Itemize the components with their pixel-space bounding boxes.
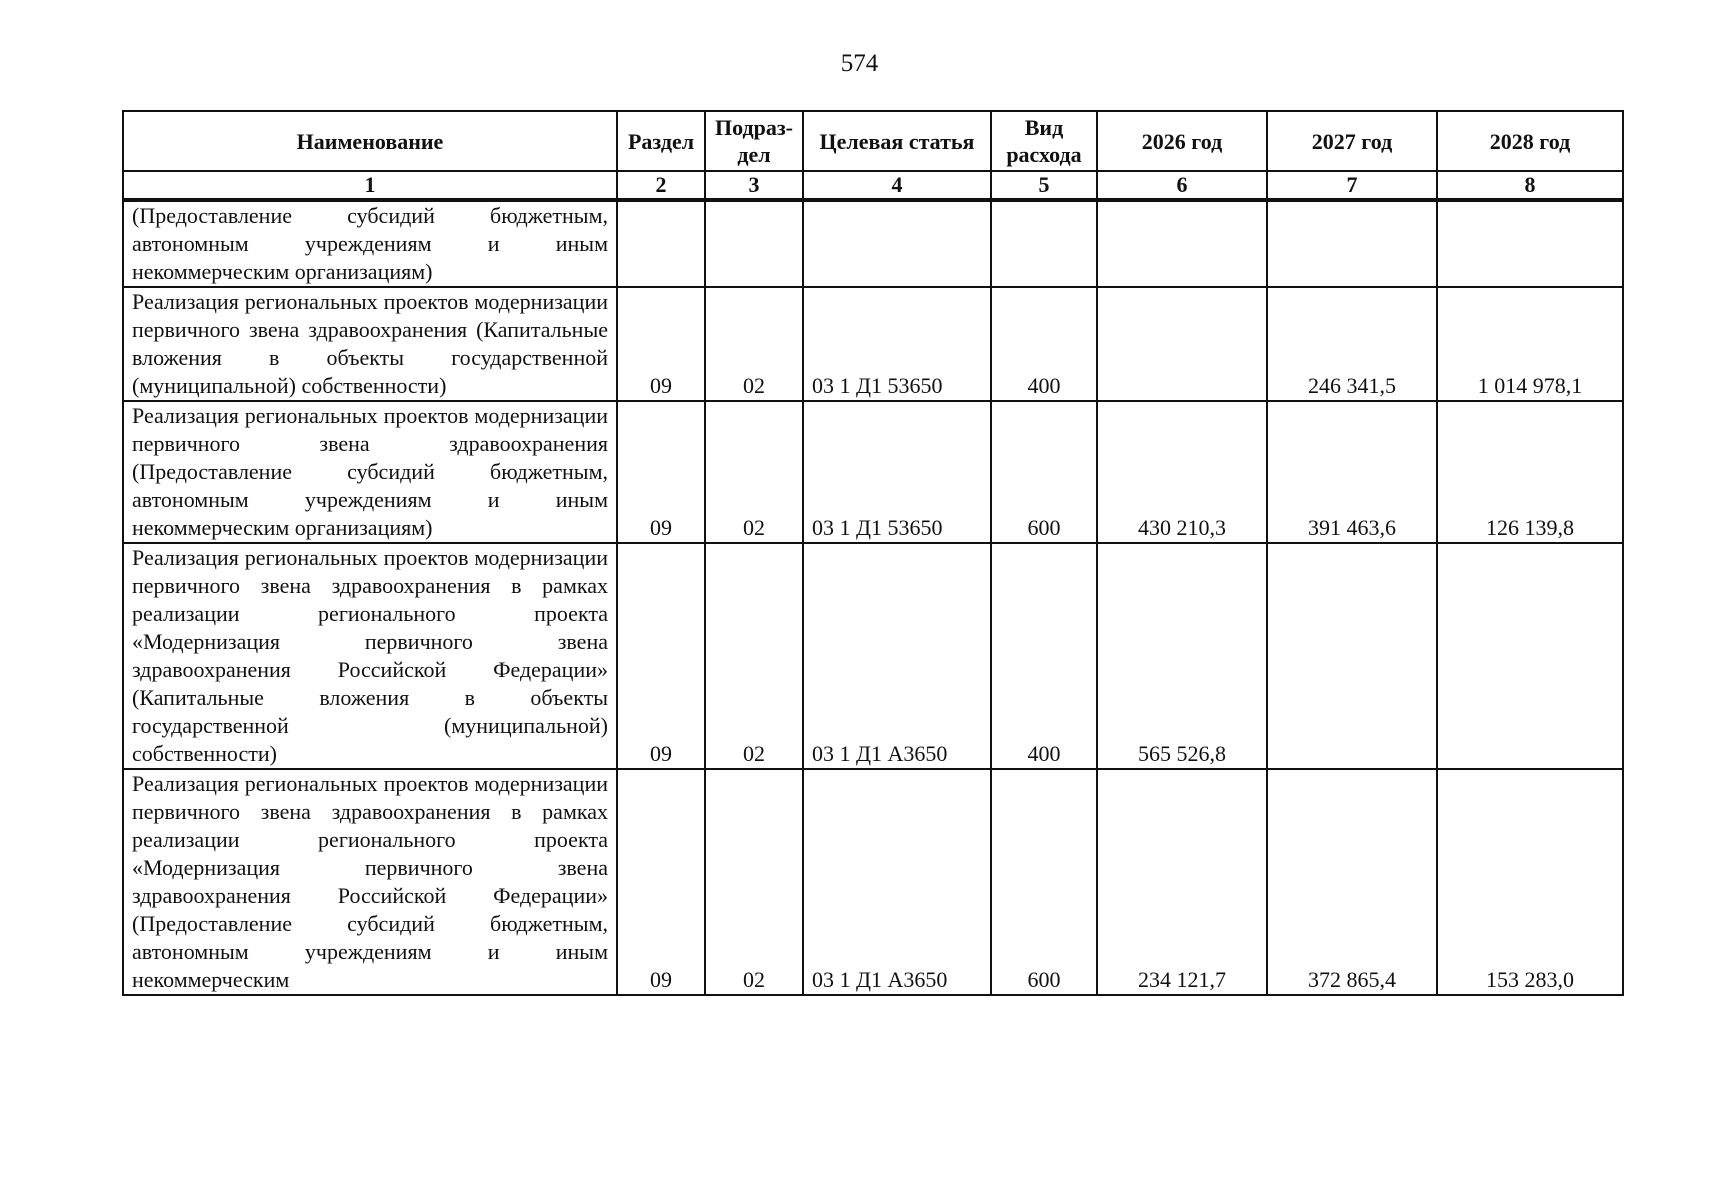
- row-target-article: 03 1 Д1 А3650: [803, 543, 991, 769]
- page-number: 574: [840, 50, 879, 77]
- row-section: 09: [617, 543, 705, 769]
- row-amount-2027: 246 341,5: [1267, 287, 1437, 401]
- row-section: 09: [617, 287, 705, 401]
- row-target-article: 03 1 Д1 53650: [803, 401, 991, 543]
- header-name: Наименование: [123, 111, 617, 171]
- header-row: [123, 111, 1623, 171]
- row-subsection: 02: [705, 287, 803, 401]
- table-row: [123, 200, 1623, 287]
- row-target-article: [803, 200, 991, 287]
- row-name: Реализация региональных проектов модернизации первичного звена здравоохранения (Предоставление субсидий бюджетным, автономным учреждениям и иным некоммерческим организациям): [123, 401, 617, 543]
- row-amount-2026: 565 526,8: [1097, 543, 1267, 769]
- row-amount-2026: 430 210,3: [1097, 401, 1267, 543]
- column-number: 2: [617, 171, 705, 200]
- header-target: Целевая статья: [803, 111, 991, 171]
- row-name: (Предоставление субсидий бюджетным, автономным учреждениям и иным некоммерческим организациям): [123, 200, 617, 287]
- row-subsection: 02: [705, 543, 803, 769]
- header-year-2027: 2027 год: [1267, 111, 1437, 171]
- row-expense-type: 400: [991, 287, 1097, 401]
- row-amount-2028: [1437, 543, 1623, 769]
- row-name: Реализация региональных проектов модернизации первичного звена здравоохранения (Капитальные вложения в объекты государственной (муниципальной) собственности): [123, 287, 617, 401]
- row-amount-2028: [1437, 200, 1623, 287]
- header-subsection: Подраз-дел: [705, 111, 803, 171]
- row-expense-type: 600: [991, 401, 1097, 543]
- budget-table: [122, 110, 1624, 996]
- column-number: 7: [1267, 171, 1437, 200]
- row-amount-2028: 126 139,8: [1437, 401, 1623, 543]
- header-expense-type: Вид расхода: [991, 111, 1097, 171]
- row-section: [617, 200, 705, 287]
- row-amount-2026: 234 121,7: [1097, 769, 1267, 995]
- row-amount-2026: [1097, 287, 1267, 401]
- row-name: Реализация региональных проектов модернизации первичного звена здравоохранения в рамках реализации регионального проекта «Модернизация первичного звена здравоохранения Российской Федерации» (Капитальные вложения в объекты государственной (муниципальной) собственности): [123, 543, 617, 769]
- row-subsection: 02: [705, 401, 803, 543]
- row-name: Реализация региональных проектов модернизации первичного звена здравоохранения в рамках реализации регионального проекта «Модернизация первичного звена здравоохранения Российской Федерации» (Предоставление субсидий бюджетным, автономным учреждениям и иным некоммерческим: [123, 769, 617, 995]
- row-target-article: 03 1 Д1 53650: [803, 287, 991, 401]
- row-expense-type: 600: [991, 769, 1097, 995]
- row-expense-type: [991, 200, 1097, 287]
- row-amount-2028: 1 014 978,1: [1437, 287, 1623, 401]
- column-number: 3: [705, 171, 803, 200]
- table-row: [123, 543, 1623, 769]
- table-row: [123, 401, 1623, 543]
- column-numbering-row: [123, 171, 1623, 200]
- row-amount-2027: 391 463,6: [1267, 401, 1437, 543]
- row-section: 09: [617, 769, 705, 995]
- row-amount-2027: 372 865,4: [1267, 769, 1437, 995]
- row-amount-2027: [1267, 543, 1437, 769]
- table-row: [123, 769, 1623, 995]
- header-year-2026: 2026 год: [1097, 111, 1267, 171]
- row-amount-2026: [1097, 200, 1267, 287]
- row-expense-type: 400: [991, 543, 1097, 769]
- column-number: 5: [991, 171, 1097, 200]
- row-subsection: [705, 200, 803, 287]
- row-section: 09: [617, 401, 705, 543]
- header-year-2028: 2028 год: [1437, 111, 1623, 171]
- row-amount-2027: [1267, 200, 1437, 287]
- row-target-article: 03 1 Д1 А3650: [803, 769, 991, 995]
- table-body: [123, 200, 1623, 995]
- table-row: [123, 287, 1623, 401]
- column-number: 6: [1097, 171, 1267, 200]
- header-section: Раздел: [617, 111, 705, 171]
- row-amount-2028: 153 283,0: [1437, 769, 1623, 995]
- row-subsection: 02: [705, 769, 803, 995]
- column-number: 8: [1437, 171, 1623, 200]
- column-number: 1: [123, 171, 617, 200]
- column-number: 4: [803, 171, 991, 200]
